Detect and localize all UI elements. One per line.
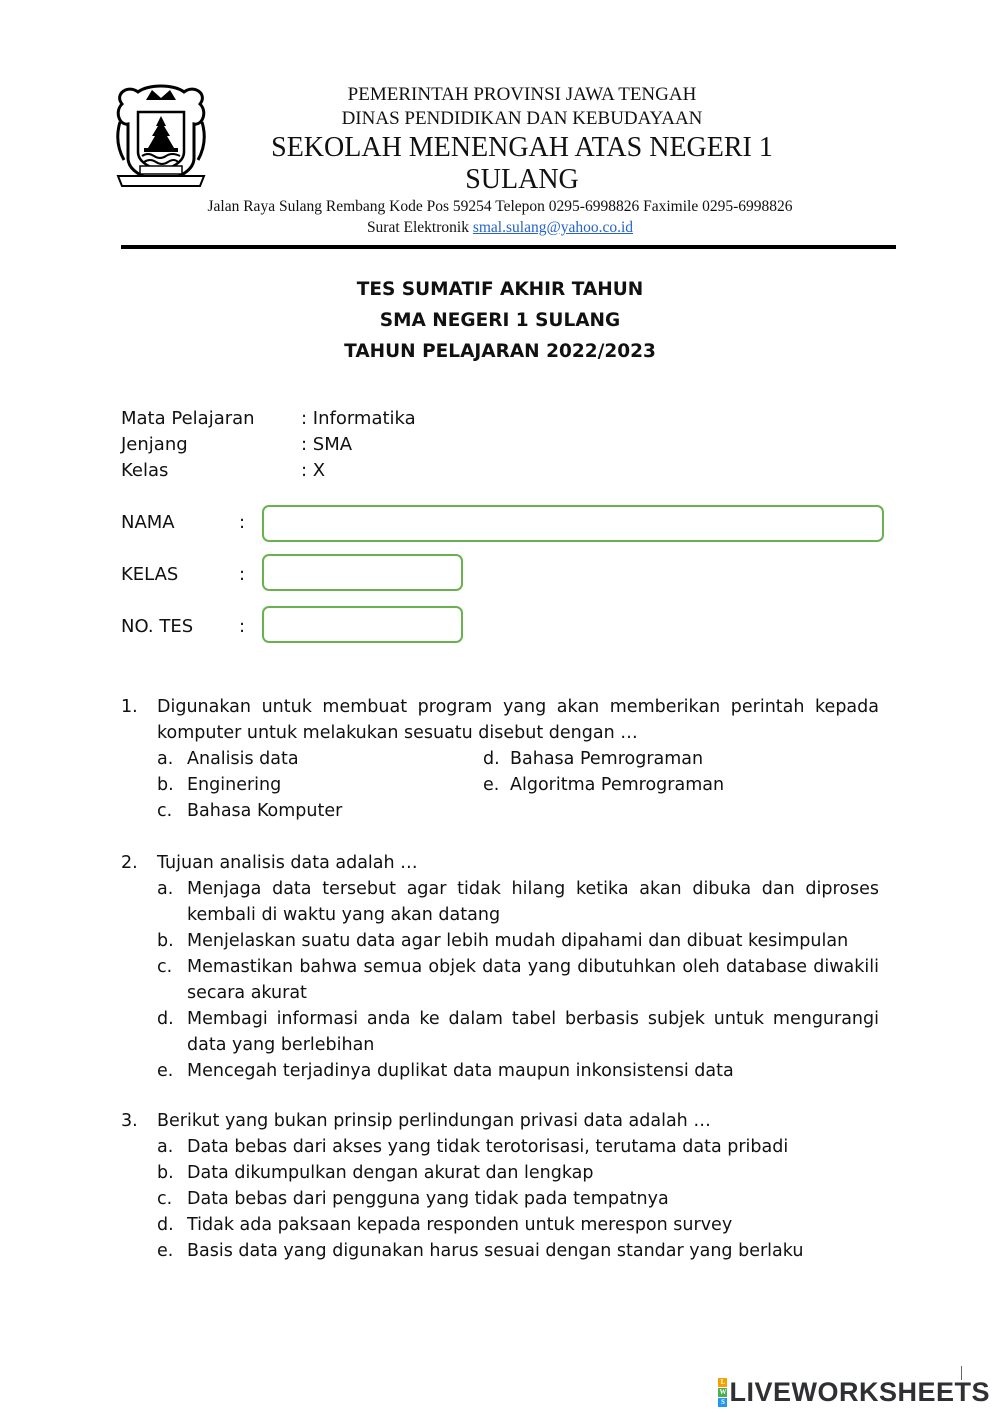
nama-colon: : [239, 512, 246, 533]
option-text: Data bebas dari pengguna yang tidak pada tempatnya [187, 1189, 669, 1209]
option-letter: b. [157, 931, 174, 951]
subject-value: : Informatika [301, 408, 416, 429]
question-number: 3. [121, 1111, 138, 1131]
no-tes-label: NO. TES [121, 616, 194, 637]
school-name-line2: SULANG [465, 164, 579, 195]
option-text: Menjaga data tersebut agar tidak hilang ketika akan dibuka dan diproses kembali di waktu yang akan datang [187, 879, 879, 925]
option-text: Data dikumpulkan dengan akurat dan lengkap [187, 1163, 594, 1183]
option-text: Tidak ada paksaan kepada responden untuk merespon survey [187, 1215, 733, 1235]
option-letter: a. [157, 1137, 174, 1157]
liveworksheets-badge-icon [718, 1378, 727, 1407]
option-letter: a. [157, 879, 174, 899]
option-letter: e. [483, 775, 500, 795]
nama-input[interactable] [262, 505, 884, 542]
option-letter: d. [157, 1009, 174, 1029]
option-letter: e. [157, 1061, 174, 1081]
option-text: Analisis data [187, 749, 299, 769]
option-letter: b. [157, 1163, 174, 1183]
letterhead-divider [121, 245, 896, 249]
kelas-input[interactable] [262, 554, 463, 591]
badge-letter: S [718, 1398, 727, 1407]
option-text: Enginering [187, 775, 282, 795]
option-text: Data bebas dari akses yang tidak terotorisasi, terutama data pribadi [187, 1137, 789, 1157]
option-text: Bahasa Komputer [187, 801, 343, 821]
option-text: Basis data yang digunakan harus sesuai dengan standar yang berlaku [187, 1241, 804, 1261]
class-label: Kelas [121, 460, 169, 481]
no-tes-input[interactable] [262, 606, 463, 643]
question-number: 2. [121, 853, 138, 873]
exam-year: TAHUN PELAJARAN 2022/2023 [344, 341, 656, 362]
level-value: : SMA [301, 434, 353, 455]
option-text: Menjelaskan suatu data agar lebih mudah dipahami dan dibuat kesimpulan [187, 931, 849, 951]
option-text: Mencegah terjadinya duplikat data maupun inkonsistensi data [187, 1061, 734, 1081]
nama-label: NAMA [121, 512, 175, 533]
question-text: Tujuan analisis data adalah … [157, 853, 418, 873]
provincial-emblem-logo [110, 82, 212, 190]
school-email-line [122, 219, 878, 237]
option-text: Bahasa Pemrograman [510, 749, 704, 769]
subject-label: Mata Pelajaran [121, 408, 255, 429]
exam-title: TES SUMATIF AKHIR TAHUN [356, 279, 644, 300]
class-value: : X [301, 460, 326, 481]
option-text: Membagi informasi anda ke dalam tabel berbasis subjek untuk mengurangi data yang berlebihan [187, 1009, 879, 1055]
option-text: Memastikan bahwa semua objek data yang dibutuhkan oleh database diwakili secara akurat [187, 957, 879, 1003]
school-address: Jalan Raya Sulang Rembang Kode Pos 59254 Telepon 0295-6998826 Faximile 0295-6998826 [207, 198, 793, 215]
question-text: Berikut yang bukan prinsip perlindungan privasi data adalah … [157, 1111, 711, 1131]
kelas-label: KELAS [121, 564, 179, 585]
option-letter: c. [157, 801, 173, 821]
email-link[interactable]: smal.sulang@yahoo.co.id [472, 219, 634, 236]
no-tes-colon: : [239, 616, 246, 637]
badge-letter: W [719, 1387, 727, 1396]
school-name-line1: SEKOLAH MENENGAH ATAS NEGERI 1 [271, 132, 773, 163]
option-letter: d. [483, 749, 500, 769]
badge-letter: L [718, 1378, 727, 1387]
level-label: Jenjang [121, 434, 188, 455]
option-letter: b. [157, 775, 174, 795]
email-label: Surat Elektronik [366, 219, 469, 236]
exam-school: SMA NEGERI 1 SULANG [379, 310, 621, 331]
option-text: Algoritma Pemrograman [510, 775, 725, 795]
question-number: 1. [121, 697, 138, 717]
department-heading: DINAS PENDIDIKAN DAN KEBUDAYAAN [341, 108, 703, 129]
option-letter: d. [157, 1215, 174, 1235]
government-heading: PEMERINTAH PROVINSI JAWA TENGAH [347, 84, 697, 105]
option-letter: c. [157, 957, 173, 977]
question-text: Digunakan untuk membuat program yang akan memberikan perintah kepada komputer untuk melakukan sesuatu disebut dengan … [157, 697, 879, 743]
kelas-colon: : [239, 564, 246, 585]
option-letter: a. [157, 749, 174, 769]
liveworksheets-logo[interactable] [718, 1374, 990, 1410]
option-letter: e. [157, 1241, 174, 1261]
liveworksheets-brand: LIVEWORKSHEETS [729, 1376, 990, 1407]
option-letter: c. [157, 1189, 173, 1209]
